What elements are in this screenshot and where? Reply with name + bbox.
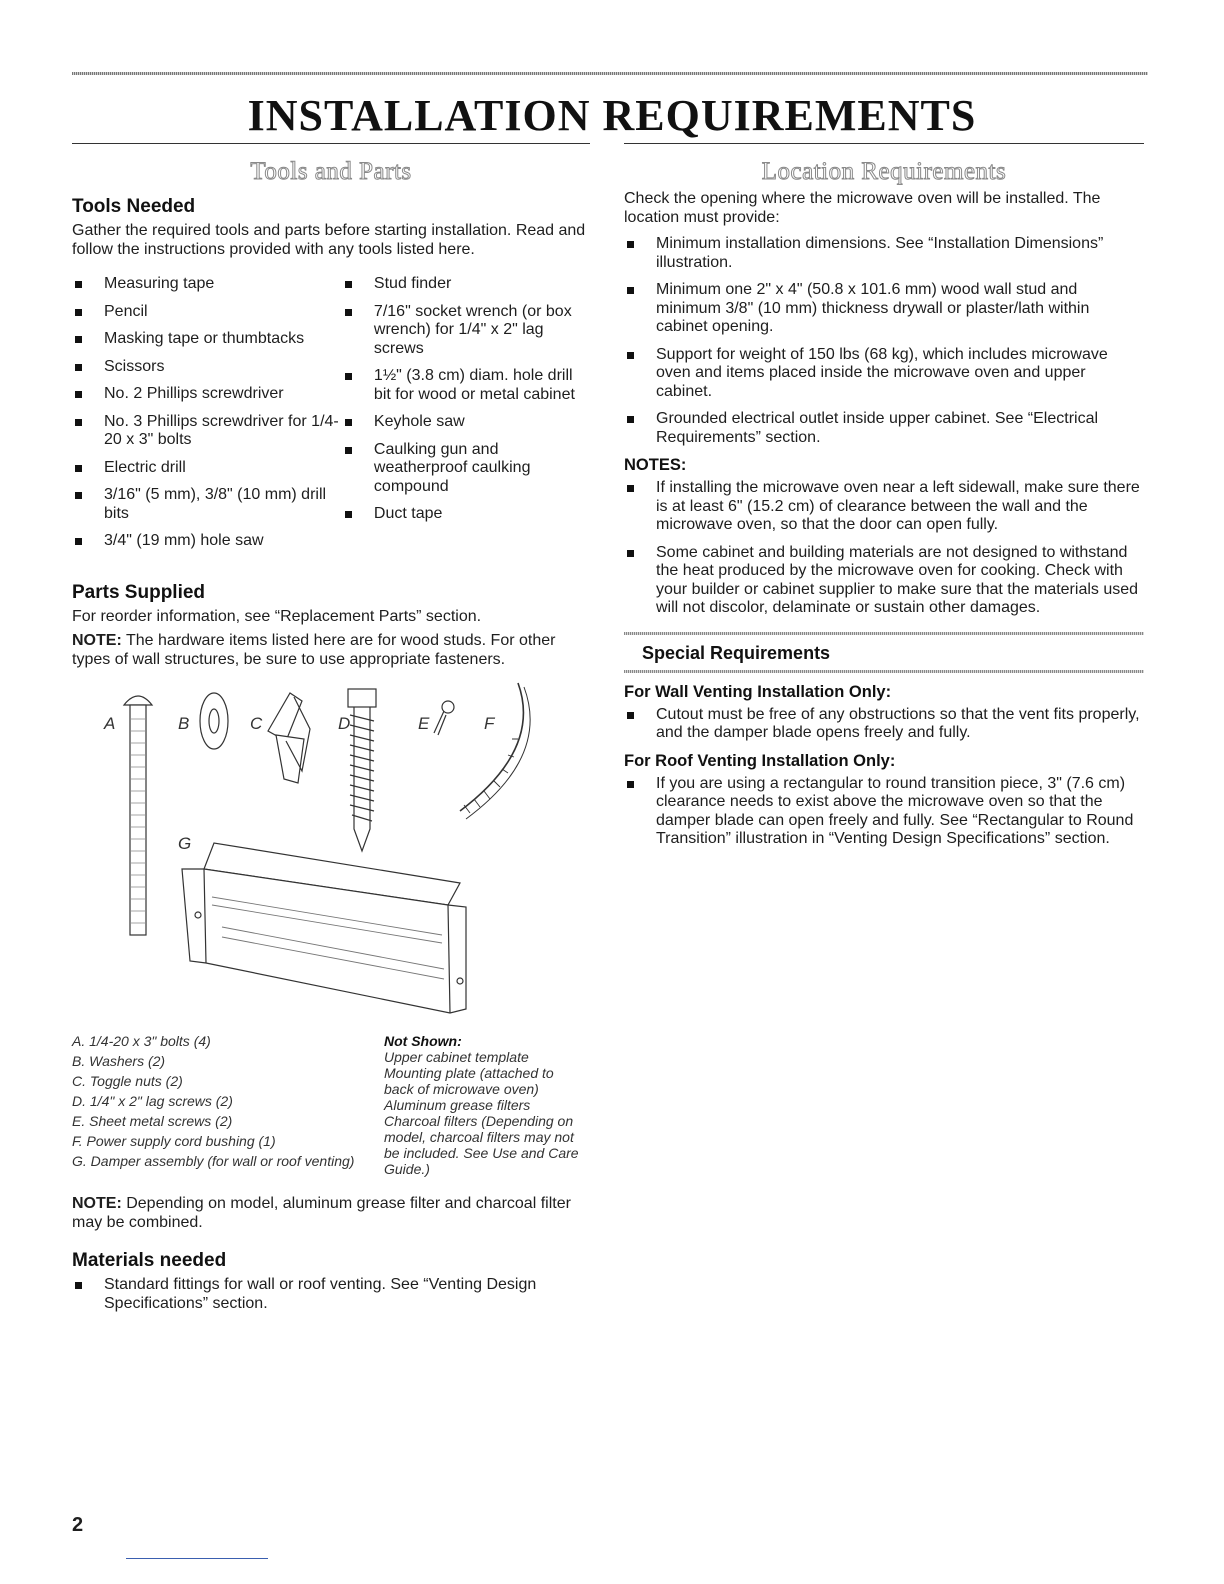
special-requirements-band [624, 632, 1144, 673]
legend-list [72, 1033, 384, 1177]
not-shown-item: Aluminum grease filters [384, 1097, 531, 1113]
figure-label: B [178, 714, 190, 733]
dotted-rule [624, 670, 1144, 673]
figure-label: C [250, 714, 263, 733]
note-text: Depending on model, aluminum grease filter and charcoal filter may be combined. [72, 1195, 571, 1231]
figure-label: A [104, 714, 116, 733]
top-rule [72, 72, 1148, 75]
dotted-rule [624, 632, 1144, 635]
notes-list [624, 479, 1144, 618]
special-requirements-heading: Special Requirements [642, 642, 831, 663]
list-item: Cutout must be free of any obstructions so that the vent fits properly, and the damper blade opens freely and fully. [624, 706, 1144, 743]
list-item: No. 2 Phillips screwdriver [72, 385, 342, 404]
list-item: If you are using a rectangular to round transition piece, 3" (7.6 cm) clearance needs to exist above the microwave oven so that the damper blade can open freely and fully. See “Rectangular to Round Transition” illustration in “Venting Design Specifications” section. [624, 775, 1144, 849]
parts-legend [72, 1033, 590, 1177]
list-item: If installing the microwave oven near a left sidewall, make sure there is at least 6" (15.2 cm) of clearance between the wall and the microwave oven, so that the door can open fully. [624, 479, 1144, 535]
not-shown-item: Upper cabinet template [384, 1049, 529, 1065]
not-shown-item: Charcoal filters (Depending on model, charcoal filters may not be included. See Use and Care Guide.) [384, 1113, 579, 1177]
location-requirements-heading: Location Requirements [761, 158, 1007, 185]
figure-label: E [418, 714, 430, 733]
note-label: NOTE: [72, 632, 122, 649]
legend-item: A. 1/4-20 x 3" bolts (4) [72, 1033, 211, 1049]
roof-venting-list [624, 775, 1144, 849]
legend-item: F. Power supply cord bushing (1) [72, 1133, 276, 1149]
damper-assembly-icon [182, 843, 466, 1013]
not-shown-heading: Not Shown: [384, 1033, 462, 1049]
list-item: Some cabinet and building materials are not designed to withstand the heat produced by the microwave oven for cooking. Check with your builder or cabinet supplier to make sure that the materials used will not discolor, delaminate or sustain other damages. [624, 544, 1144, 618]
list-item: Duct tape [342, 505, 590, 524]
list-item: Standard fittings for wall or roof venting. See “Venting Design Specifications” section. [72, 1276, 590, 1313]
toggle-nut-icon [268, 693, 310, 783]
location-list [624, 235, 1144, 447]
combined-filter-note [72, 1195, 590, 1232]
tools-and-parts-column [72, 143, 590, 1322]
list-item: 1½" (3.8 cm) diam. hole drill bit for wood or metal cabinet [342, 367, 590, 404]
legend-item: C. Toggle nuts (2) [72, 1073, 183, 1089]
sheet-metal-screw-icon [434, 701, 454, 735]
legend-item: G. Damper assembly (for wall or roof venting) [72, 1153, 355, 1169]
bolt-icon [124, 696, 152, 935]
list-item: 7/16" socket wrench (or box wrench) for 1/4" x 2" lag screws [342, 303, 590, 359]
materials-needed-heading: Materials needed [72, 1250, 227, 1271]
note-label: NOTE: [72, 1195, 122, 1212]
tools-and-parts-heading: Tools and Parts [250, 158, 412, 185]
tools-list [72, 275, 590, 560]
list-item: Support for weight of 150 lbs (68 kg), which includes microwave oven and items placed inside the microwave oven and upper cabinet. [624, 346, 1144, 402]
list-item: Electric drill [72, 459, 342, 478]
list-item: Pencil [72, 303, 342, 322]
list-item: Minimum one 2" x 4" (50.8 x 101.6 mm) wood wall stud and minimum 3/8" (10 mm) thickness drywall or plaster/lath within cabinet opening. [624, 281, 1144, 337]
location-intro: Check the opening where the microwave oven will be installed. The location must provide: [624, 190, 1101, 226]
lag-screw-icon [348, 689, 376, 851]
wall-venting-list [624, 706, 1144, 743]
list-item: Stud finder [342, 275, 590, 294]
section-rule [624, 143, 1144, 144]
note-text: The hardware items listed here are for wood studs. For other types of wall structures, be sure to use appropriate fasteners. [72, 632, 556, 668]
footer-rule [126, 1558, 268, 1559]
page-title: INSTALLATION REQUIREMENTS [247, 91, 977, 140]
wall-venting-heading: For Wall Venting Installation Only: [624, 682, 892, 701]
materials-list [72, 1276, 590, 1313]
section-rule [72, 143, 590, 144]
list-item: Scissors [72, 358, 342, 377]
page-number: 2 [72, 1514, 84, 1536]
parts-drawing [72, 679, 590, 1029]
list-item: Grounded electrical outlet inside upper cabinet. See “Electrical Requirements” section. [624, 410, 1144, 447]
list-item: 3/4" (19 mm) hole saw [72, 532, 342, 551]
tools-needed-heading: Tools Needed [72, 196, 196, 217]
figure-label: F [484, 714, 495, 733]
location-requirements-column [624, 143, 1144, 858]
parts-illustration [72, 679, 590, 1029]
list-item: Caulking gun and weatherproof caulking compound [342, 441, 590, 497]
legend-item: B. Washers (2) [72, 1053, 166, 1069]
washer-icon [200, 693, 228, 749]
figure-label: G [178, 834, 192, 853]
parts-supplied-heading: Parts Supplied [72, 581, 206, 603]
legend-item: D. 1/4" x 2" lag screws (2) [72, 1093, 233, 1109]
not-shown-item: Mounting plate (attached to back of microwave oven) [384, 1065, 554, 1097]
hardware-note [72, 632, 590, 669]
list-item: Minimum installation dimensions. See “Installation Dimensions” illustration. [624, 235, 1144, 272]
not-shown-list [384, 1033, 584, 1177]
tools-list-col1 [72, 275, 342, 560]
list-item: Keyhole saw [342, 413, 590, 432]
list-item: Measuring tape [72, 275, 342, 294]
roof-venting-heading: For Roof Venting Installation Only: [624, 751, 896, 770]
reorder-text: For reorder information, see “Replacement Parts” section. [72, 607, 482, 625]
list-item: Masking tape or thumbtacks [72, 330, 342, 349]
tools-needed-intro: Gather the required tools and parts before starting installation. Read and follow the instructions provided with any tools listed here. [72, 222, 586, 258]
notes-heading: NOTES: [624, 456, 687, 474]
figure-label: D [338, 714, 351, 733]
legend-item: E. Sheet metal screws (2) [72, 1113, 233, 1129]
bushing-icon [460, 683, 530, 819]
tools-list-col2 [342, 275, 590, 560]
list-item: No. 3 Phillips screwdriver for 1/4-20 x 3" bolts [72, 413, 342, 450]
list-item: 3/16" (5 mm), 3/8" (10 mm) drill bits [72, 486, 342, 523]
